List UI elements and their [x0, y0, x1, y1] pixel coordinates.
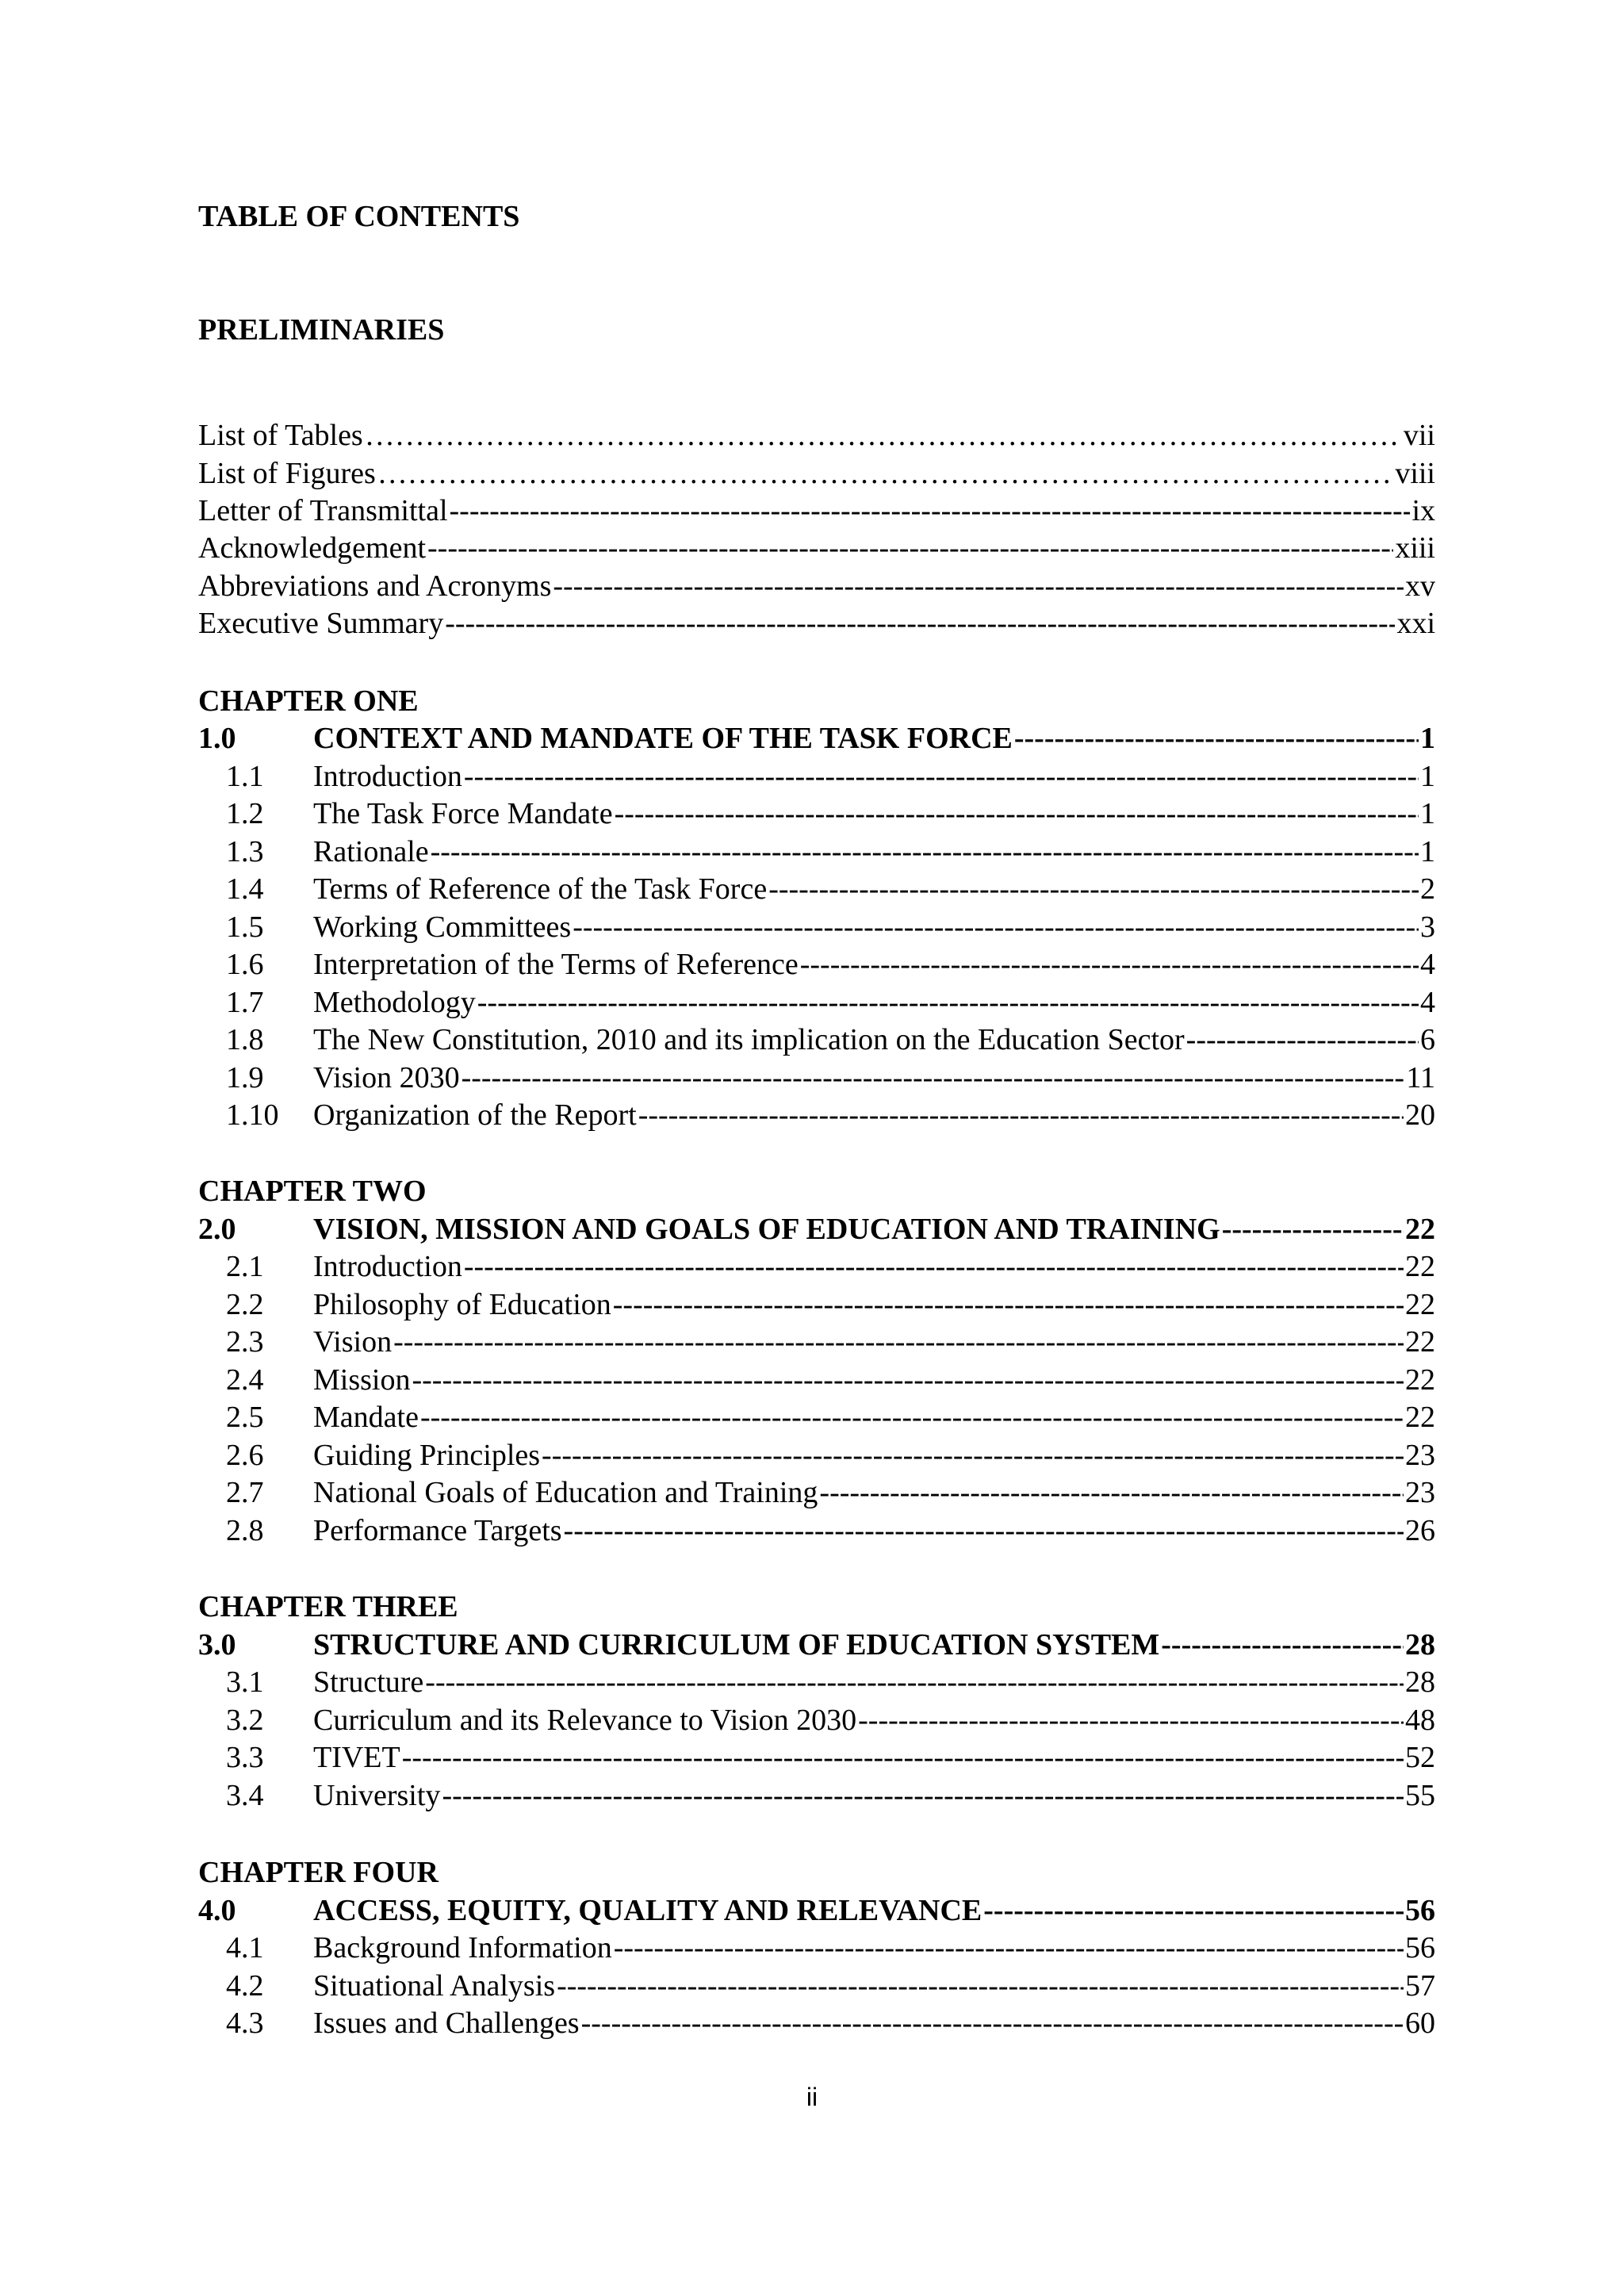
- section-number: 1.2: [226, 797, 264, 830]
- dash-leader: [573, 908, 1419, 946]
- section-number: 1.7: [226, 986, 264, 1019]
- section-page: 22: [1405, 1325, 1435, 1359]
- toc-entry-title: Letter of Transmittal: [198, 494, 448, 527]
- section-number: 3.4: [226, 1779, 264, 1812]
- section-page: 52: [1405, 1741, 1435, 1774]
- toc-entry-page: viii: [1395, 457, 1435, 490]
- section-title: Introduction: [313, 760, 462, 793]
- section-page: 22: [1405, 1363, 1435, 1397]
- toc-section[interactable]: [198, 1474, 1435, 1512]
- section-number: 3.2: [226, 1704, 264, 1737]
- toc-entry-title: List of Figures: [198, 457, 376, 490]
- section-title: Structure: [313, 1665, 424, 1699]
- toc-chapter-1[interactable]: [198, 719, 1435, 757]
- toc-section[interactable]: [198, 1323, 1435, 1361]
- section-page: 28: [1405, 1665, 1435, 1699]
- dash-leader: [613, 1286, 1404, 1324]
- toc-section[interactable]: [198, 795, 1435, 833]
- dash-leader: [402, 1738, 1404, 1777]
- chapter-number: 3.0: [198, 1628, 236, 1662]
- section-number: 2.5: [226, 1401, 264, 1434]
- section-title: Introduction: [313, 1250, 462, 1283]
- section-number: 4.3: [226, 2007, 264, 2040]
- toc-section[interactable]: [198, 1398, 1435, 1436]
- toc-section[interactable]: [198, 983, 1435, 1022]
- dash-leader: [553, 567, 1404, 605]
- section-number: 1.10: [226, 1098, 279, 1132]
- section-number: 2.3: [226, 1325, 264, 1359]
- section-number: 1.3: [226, 835, 264, 868]
- toc-entry-acknowledgement[interactable]: [198, 529, 1435, 567]
- dash-leader: [564, 1512, 1404, 1550]
- section-number: 3.3: [226, 1741, 264, 1774]
- toc-entry-title: List of Tables: [198, 419, 363, 452]
- dot-leader: [377, 454, 1394, 493]
- section-title: Curriculum and its Relevance to Vision 2030: [313, 1704, 857, 1737]
- section-page: 26: [1405, 1514, 1435, 1547]
- section-number: 2.4: [226, 1363, 264, 1397]
- section-page: 6: [1420, 1023, 1435, 1056]
- chapter-number: 1.0: [198, 722, 236, 755]
- section-number: 2.6: [226, 1439, 264, 1472]
- toc-section[interactable]: [198, 1738, 1435, 1777]
- toc-section[interactable]: [198, 1777, 1435, 1815]
- section-page: 4: [1420, 986, 1435, 1019]
- section-title: Interpretation of the Terms of Reference: [313, 948, 799, 981]
- dash-leader: [542, 1436, 1404, 1474]
- toc-section[interactable]: [198, 1021, 1435, 1059]
- section-number: 1.4: [226, 872, 264, 906]
- dash-leader: [431, 833, 1419, 871]
- section-number: 4.1: [226, 1931, 264, 1964]
- section-number: 1.9: [226, 1061, 264, 1094]
- section-page: 1: [1420, 760, 1435, 793]
- toc-section[interactable]: [198, 1663, 1435, 1701]
- section-title: Mission: [313, 1363, 411, 1397]
- toc-entry-letter-of-transmittal[interactable]: [198, 492, 1435, 530]
- toc-section[interactable]: [198, 1929, 1435, 1967]
- section-page: 4: [1420, 948, 1435, 981]
- section-page: 22: [1405, 1401, 1435, 1434]
- toc-entry-page: xiii: [1395, 531, 1435, 565]
- preliminaries-heading: PRELIMINARIES: [198, 313, 445, 347]
- toc-entry-title: Abbreviations and Acronyms: [198, 569, 552, 603]
- page-number: ii: [806, 2083, 818, 2111]
- toc-section[interactable]: [198, 1701, 1435, 1739]
- section-page: 55: [1405, 1779, 1435, 1812]
- toc-section[interactable]: [198, 1059, 1435, 1097]
- dash-leader: [1014, 719, 1419, 757]
- chapter-title: VISION, MISSION AND GOALS OF EDUCATION AND TRAINING: [313, 1213, 1220, 1246]
- toc-section[interactable]: [198, 757, 1435, 795]
- section-title: Guiding Principles: [313, 1439, 541, 1472]
- dash-leader: [393, 1323, 1404, 1361]
- dash-leader: [819, 1474, 1404, 1512]
- section-title: Terms of Reference of the Task Force: [313, 872, 768, 906]
- section-page: 11: [1406, 1061, 1435, 1094]
- toc-entry-page: vii: [1403, 419, 1435, 452]
- section-title: Performance Targets: [313, 1514, 562, 1547]
- section-page: 20: [1405, 1098, 1435, 1132]
- dash-leader: [800, 945, 1419, 983]
- section-number: 4.2: [226, 1969, 264, 2003]
- section-title: The Task Force Mandate: [313, 797, 613, 830]
- dash-leader: [581, 2004, 1404, 2042]
- dash-leader: [442, 1777, 1404, 1815]
- section-title: Background Information: [313, 1931, 612, 1964]
- toc-entry-title: Executive Summary: [198, 607, 444, 640]
- dash-leader: [445, 604, 1395, 642]
- chapter-title: ACCESS, EQUITY, QUALITY AND RELEVANCE: [313, 1894, 982, 1927]
- dash-leader: [614, 1929, 1404, 1967]
- toc-section[interactable]: [198, 1967, 1435, 2005]
- toc-title: TABLE OF CONTENTS: [198, 200, 520, 233]
- toc-chapter-2[interactable]: [198, 1210, 1435, 1248]
- dash-leader: [858, 1701, 1404, 1739]
- toc-section[interactable]: [198, 870, 1435, 908]
- toc-chapter-4[interactable]: [198, 1892, 1435, 1930]
- toc-section[interactable]: [198, 945, 1435, 983]
- dash-leader: [983, 1892, 1404, 1930]
- chapter-label: CHAPTER THREE: [198, 1590, 458, 1623]
- dot-leader: [365, 416, 1402, 454]
- dash-leader: [1186, 1021, 1419, 1059]
- section-title: University: [313, 1779, 441, 1812]
- section-title: Vision: [313, 1325, 393, 1359]
- toc-section[interactable]: [198, 1248, 1435, 1286]
- dash-leader: [477, 983, 1419, 1022]
- section-title: Organization of the Report: [313, 1098, 637, 1132]
- section-page: 56: [1405, 1931, 1435, 1964]
- section-page: 23: [1405, 1476, 1435, 1509]
- toc-entry-executive-summary[interactable]: [198, 604, 1435, 642]
- section-number: 2.8: [226, 1514, 264, 1547]
- toc-section[interactable]: [198, 1512, 1435, 1550]
- section-number: 2.7: [226, 1476, 264, 1509]
- toc-entry-page: ix: [1411, 494, 1435, 527]
- chapter-page: 56: [1405, 1894, 1435, 1927]
- dash-leader: [557, 1967, 1404, 2005]
- chapter-number: 2.0: [198, 1213, 236, 1246]
- section-number: 1.6: [226, 948, 264, 981]
- toc-section[interactable]: [198, 1436, 1435, 1474]
- chapter-page: 28: [1405, 1628, 1435, 1662]
- dash-leader: [615, 795, 1419, 833]
- toc-entry-abbreviations[interactable]: [198, 567, 1435, 605]
- section-number: 1.5: [226, 910, 264, 944]
- section-page: 22: [1405, 1288, 1435, 1321]
- toc-section[interactable]: [198, 1286, 1435, 1324]
- chapter-label: CHAPTER FOUR: [198, 1856, 439, 1889]
- toc-entry-title: Acknowledgement: [198, 531, 427, 565]
- section-title: Working Committees: [313, 910, 572, 944]
- section-page: 23: [1405, 1439, 1435, 1472]
- section-number: 2.2: [226, 1288, 264, 1321]
- dash-leader: [420, 1398, 1404, 1436]
- section-page: 3: [1420, 910, 1435, 944]
- section-number: 3.1: [226, 1665, 264, 1699]
- dash-leader: [638, 1096, 1404, 1134]
- section-title: Rationale: [313, 835, 429, 868]
- dash-leader: [464, 757, 1419, 795]
- section-number: 1.1: [226, 760, 264, 793]
- dash-leader: [1161, 1626, 1404, 1664]
- toc-section[interactable]: [198, 2004, 1435, 2042]
- section-title: Mandate: [313, 1401, 419, 1434]
- toc-chapter-3[interactable]: [198, 1626, 1435, 1664]
- section-page: 60: [1405, 2007, 1435, 2040]
- toc-entry-list-of-figures[interactable]: [198, 454, 1435, 493]
- section-page: 57: [1405, 1969, 1435, 2003]
- dash-leader: [464, 1248, 1404, 1286]
- chapter-label: CHAPTER TWO: [198, 1175, 427, 1208]
- toc-section[interactable]: [198, 1096, 1435, 1134]
- chapter-number: 4.0: [198, 1894, 236, 1927]
- toc-entry-list-of-tables[interactable]: [198, 416, 1435, 454]
- section-page: 1: [1420, 797, 1435, 830]
- section-title: Methodology: [313, 986, 476, 1019]
- chapter-title: STRUCTURE AND CURRICULUM OF EDUCATION SYSTEM: [313, 1628, 1160, 1662]
- dash-leader: [450, 492, 1411, 530]
- toc-entry-page: xxi: [1396, 607, 1435, 640]
- dash-leader: [1222, 1210, 1404, 1248]
- dash-leader: [412, 1361, 1404, 1399]
- dash-leader: [768, 870, 1419, 908]
- chapter-page: 1: [1420, 722, 1435, 755]
- toc-entry-page: xv: [1405, 569, 1435, 603]
- section-number: 2.1: [226, 1250, 264, 1283]
- section-page: 22: [1405, 1250, 1435, 1283]
- section-page: 48: [1405, 1704, 1435, 1737]
- dash-leader: [427, 529, 1393, 567]
- section-title: Philosophy of Education: [313, 1288, 611, 1321]
- toc-section[interactable]: [198, 1361, 1435, 1399]
- chapter-label: CHAPTER ONE: [198, 684, 419, 718]
- section-number: 1.8: [226, 1023, 264, 1056]
- section-title: Vision 2030: [313, 1061, 460, 1094]
- section-title: TIVET: [313, 1741, 400, 1774]
- section-title: Situational Analysis: [313, 1969, 556, 2003]
- section-page: 1: [1420, 835, 1435, 868]
- section-title: The New Constitution, 2010 and its implication on the Education Sector: [313, 1023, 1185, 1056]
- chapter-page: 22: [1405, 1213, 1435, 1246]
- toc-section[interactable]: [198, 833, 1435, 871]
- chapter-title: CONTEXT AND MANDATE OF THE TASK FORCE: [313, 722, 1013, 755]
- section-title: National Goals of Education and Training: [313, 1476, 818, 1509]
- dash-leader: [425, 1663, 1404, 1701]
- section-page: 2: [1420, 872, 1435, 906]
- section-title: Issues and Challenges: [313, 2007, 580, 2040]
- toc-section[interactable]: [198, 908, 1435, 946]
- dash-leader: [462, 1059, 1405, 1097]
